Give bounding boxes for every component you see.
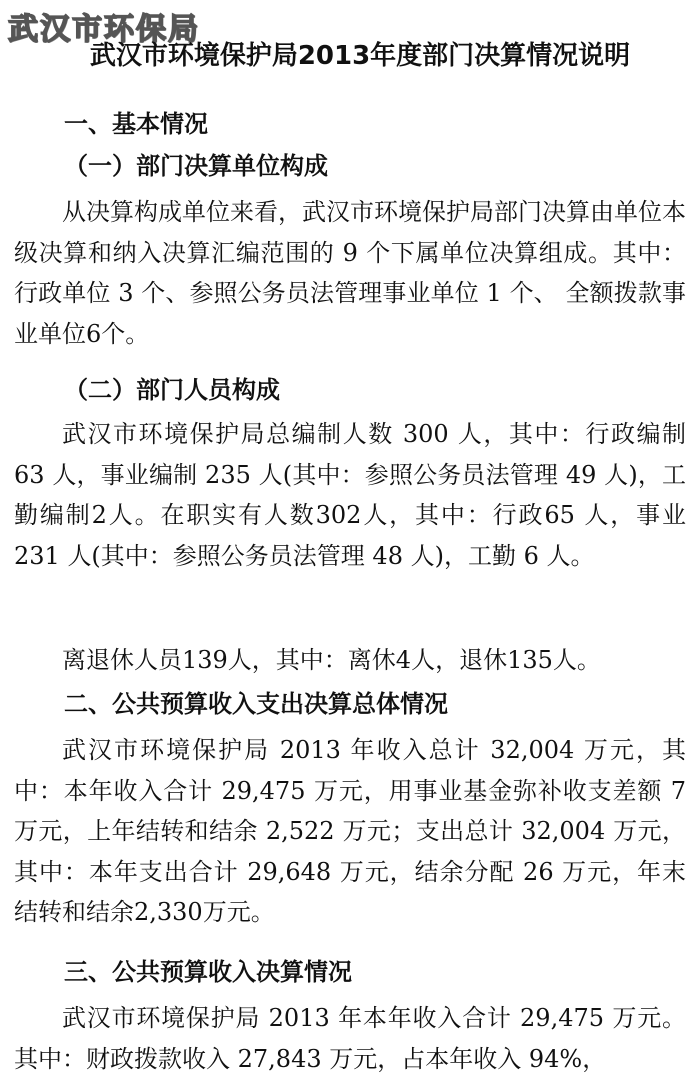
unit-composition-paragraph: 从决算构成单位来看，武汉市环境保护局部门决算由单位本级决算和纳入决算汇编范围的 9 个下属单位决算组成。其中：行政单位 3 个、参照公务员法管理事业单位 1 个、 全额拨款事业单位6个。 — [14, 198, 686, 348]
revenue-paragraph: 武汉市环境保护局 2013 年本年收入合计 29,475 万元。其中：财政拨款收入 27,843 万元，占本年收入 94%， — [14, 1004, 686, 1073]
retired-personnel-paragraph: 离退休人员139人，其中：离休4人，退休135人。 — [62, 646, 601, 674]
section-3-heading: 三、公共预算收入决算情况 — [64, 958, 352, 986]
section-2-heading: 二、公共预算收入支出决算总体情况 — [64, 690, 448, 718]
watermark-logo: 武汉市环保局 — [8, 12, 200, 47]
subsection-personnel-heading: （二）部门人员构成 — [64, 376, 280, 404]
budget-overview-paragraph: 武汉市环境保护局 2013 年收入总计 32,004 万元，其中：本年收入合计 29,475 万元，用事业基金弥补收支差额 7 万元，上年结转和结余 2,522 万元；支出总计 32,004 万元，其中：本年支出合计 29,648 万元，结余分配 26 万元，年末结转和结余2,330万元。 — [14, 736, 686, 926]
personnel-paragraph: 武汉市环境保护局总编制人数 300 人，其中：行政编制 63 人，事业编制 235 人(其中：参照公务员法管理 49 人)，工勤编制2人。在职实有人数302人，其中：行政65 人，事业 231 人(其中：参照公务员法管理 48 人)，工勤 6 人。 — [14, 420, 686, 570]
subsection-unit-composition-heading: （一）部门决算单位构成 — [64, 152, 328, 180]
document-title: 武汉市环境保护局2013年度部门决算情况说明 — [89, 41, 631, 71]
section-1-heading: 一、基本情况 — [64, 110, 208, 138]
